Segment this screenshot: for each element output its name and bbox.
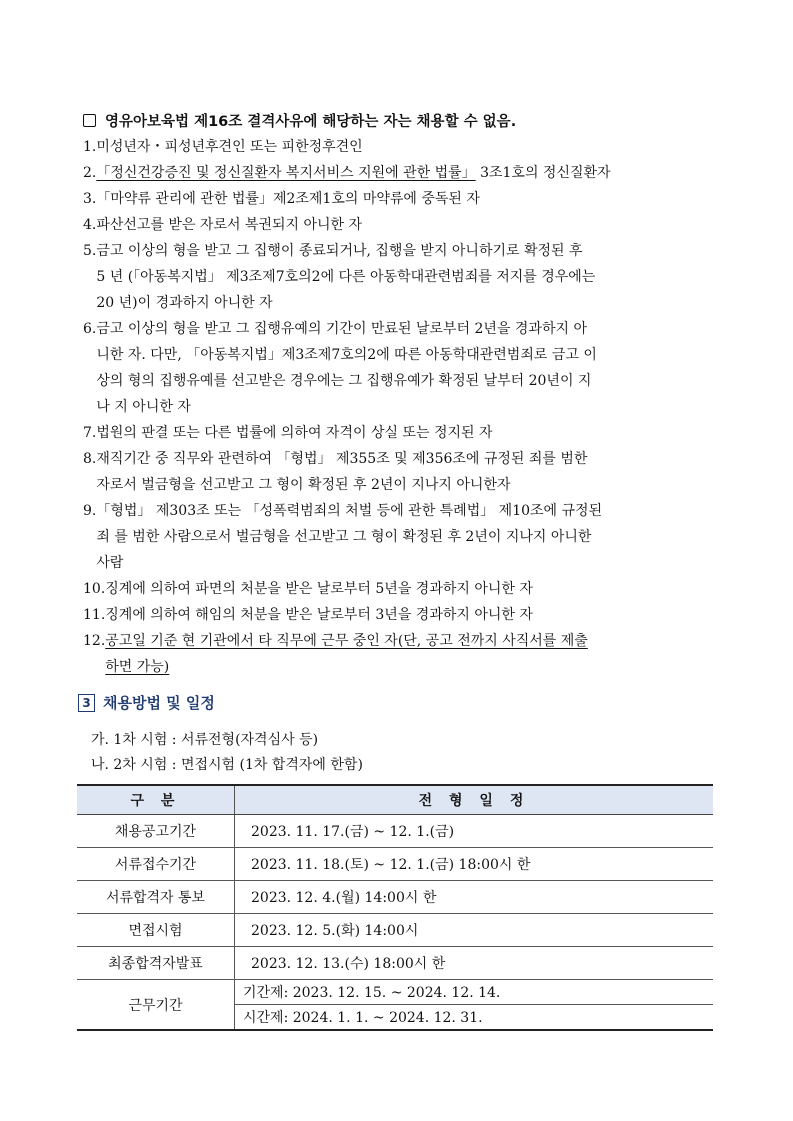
item-text: 3조1호의 정신질환자: [475, 165, 611, 181]
row-value: 2023. 12. 13.(수) 18:00시 한: [235, 947, 714, 980]
exam-step: 나. 2차 시험 : 면접시험 (1차 합격자에 한함): [91, 757, 363, 773]
list-item: [83, 420, 723, 446]
law-name-underlined: 「정신건강증진 및 정신질환자 복지서비스 지원에 관한 법률」: [96, 165, 476, 181]
row-label: 채용공고기간: [77, 815, 235, 848]
list-item: [83, 576, 723, 602]
row-label: 근무기간: [77, 980, 235, 1031]
item-number: 5.: [83, 243, 97, 259]
item-text: 나 지 아니한 자: [96, 399, 191, 415]
item-number: 2.: [83, 165, 97, 181]
table-header-row: [77, 785, 713, 815]
item-text: 사람: [96, 555, 124, 571]
item-text: 자로서 벌금형을 선고받고 그 형이 확정된 후 2년이 지나지 아니한자: [96, 477, 511, 493]
item-number: 11.: [83, 607, 106, 623]
table-row: [77, 881, 713, 914]
table-row: [77, 815, 713, 848]
item-number: 6.: [83, 321, 97, 337]
list-item: [83, 212, 723, 238]
item-text: 하면 가능): [105, 659, 170, 675]
list-item: [83, 602, 723, 628]
item-text: 20 년)이 경과하지 아니한 자: [96, 295, 273, 311]
heading-text: 영유아보육법 제16조 결격사유에 해당하는 자는 채용할 수 없음.: [105, 114, 517, 130]
item-text: 파산선고를 받은 자로서 복권되지 아니한 자: [96, 217, 363, 233]
row-value: 기간제: 2023. 12. 15. ~ 2024. 12. 14.: [235, 980, 714, 1005]
section-title: 채용방법 및 일정: [103, 694, 215, 712]
section-heading: [78, 692, 215, 713]
item-text: 공고일 기준 현 기관에서 타 직무에 근무 중인 자(단, 공고 전까지 사직서를 제출: [105, 633, 588, 649]
item-text: 법원의 판결 또는 다른 법률에 의하여 자격이 상실 또는 정지된 자: [96, 425, 493, 441]
exam-steps: [91, 728, 363, 778]
exam-step: 가. 1차 시험 : 서류전형(자격심사 등): [91, 732, 319, 748]
list-item: [83, 446, 723, 498]
item-text: 니한 자. 다만, 「아동복지법」제3조제7호의2에 따른 아동학대관련범죄로 금고 이: [96, 347, 597, 363]
row-value: 2023. 12. 5.(화) 14:00시: [235, 914, 714, 947]
row-value: 2023. 11. 18.(토) ~ 12. 1.(금) 18:00시 한: [235, 848, 714, 881]
item-text: 징계에 의하여 해임의 처분을 받은 날로부터 3년을 경과하지 아니한 자: [105, 607, 533, 623]
item-text: 금고 이상의 형을 받고 그 집행이 종료되거나, 집행을 받지 아니하기로 확정된 후: [96, 243, 583, 259]
table-row: [77, 980, 713, 1005]
checkbox-square-icon: [83, 114, 96, 127]
item-number: 10.: [83, 581, 106, 597]
table-row: [77, 947, 713, 980]
item-number: 9.: [83, 503, 97, 519]
column-header: 전 형 일 정: [235, 785, 714, 815]
item-text: 상의 형의 집행유예를 선고받은 경우에는 그 집행유예가 확정된 날부터 20년이 지: [96, 373, 592, 389]
item-number: 7.: [83, 425, 97, 441]
item-text: 재직기간 중 직무와 관련하여 「형법」 제355조 및 제356조에 규정된 죄를 범한: [96, 451, 588, 467]
list-item: [83, 134, 723, 160]
table-row: [77, 848, 713, 881]
row-label: 면접시험: [77, 914, 235, 947]
item-number: 4.: [83, 217, 97, 233]
row-value: 2023. 12. 4.(월) 14:00시 한: [235, 881, 714, 914]
list-item: [83, 498, 723, 576]
row-value: 시간제: 2024. 1. 1. ~ 2024. 12. 31.: [235, 1005, 714, 1031]
item-text: 5 년 (「아동복지법」 제3조제7호의2에 다른 아동학대관련범죄를 저지를 경우에는: [96, 269, 596, 285]
list-item: [83, 316, 723, 420]
item-text: 죄 를 범한 사람으로서 벌금형을 선고받고 그 형이 확정된 후 2년이 지나지 아니한: [96, 529, 592, 545]
item-number: 8.: [83, 451, 97, 467]
column-header: 구 분: [77, 785, 235, 815]
section-number-box: 3: [78, 694, 95, 712]
item-number: 3.: [83, 191, 97, 207]
list-item: [83, 628, 723, 680]
row-label: 최종합격자발표: [77, 947, 235, 980]
item-number: 12.: [83, 633, 106, 649]
item-number: 1.: [83, 139, 97, 155]
item-text: 징계에 의하여 파면의 처분을 받은 날로부터 5년을 경과하지 아니한 자: [105, 581, 533, 597]
schedule-table: [77, 784, 713, 1031]
disqualification-list: [83, 134, 723, 680]
disqualification-heading: [83, 110, 516, 131]
item-text: 금고 이상의 형을 받고 그 집행유예의 기간이 만료된 날로부터 2년을 경과하지 아: [96, 321, 587, 337]
list-item: [83, 238, 723, 316]
item-text: 「형법」 제303조 또는 「성폭력범죄의 처벌 등에 관한 특례법」 제10조에 규정된: [96, 503, 603, 519]
row-label: 서류접수기간: [77, 848, 235, 881]
item-text: 미성년자・피성년후견인 또는 피한정후견인: [96, 139, 363, 155]
table-row: [77, 914, 713, 947]
row-value: 2023. 11. 17.(금) ~ 12. 1.(금): [235, 815, 714, 848]
list-item: [83, 160, 723, 186]
row-label: 서류합격자 통보: [77, 881, 235, 914]
item-text: 「마약류 관리에 관한 법률」제2조제1호의 마약류에 중독된 자: [96, 191, 480, 207]
list-item: [83, 186, 723, 212]
